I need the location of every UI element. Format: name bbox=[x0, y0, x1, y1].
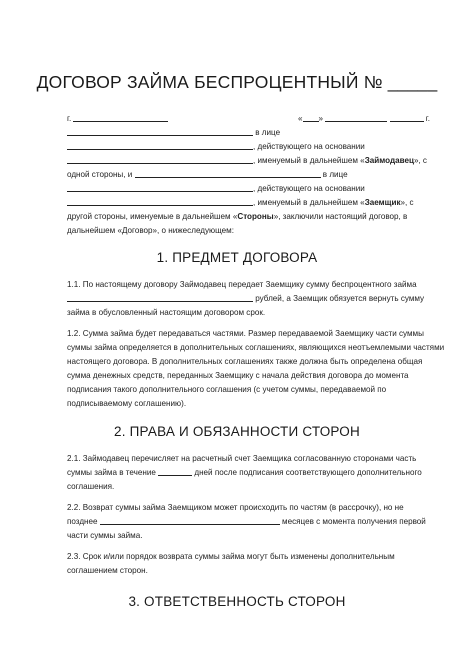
text-concluded: », заключили настоящий договор, в bbox=[273, 212, 408, 221]
parties-term: Стороны bbox=[237, 212, 274, 221]
text-hereinafter-2: , именуемый в дальнейшем « bbox=[253, 198, 365, 207]
clause-2-1-line-2 bbox=[67, 465, 422, 480]
clause-1-2-line-1: 1.2. Сумма займа будет передаваться частями. Размер передаваемой Заемщику части суммы bbox=[67, 329, 424, 338]
city-blank bbox=[73, 112, 168, 122]
preamble-line-7 bbox=[67, 209, 407, 224]
section-2-heading: 2. ПРАВА И ОБЯЗАННОСТИ СТОРОН bbox=[114, 424, 360, 439]
borrower-rep-blank bbox=[67, 182, 253, 192]
preamble-line-8: дальнейшем «Договор», о нижеследующем: bbox=[67, 226, 234, 235]
clause-1-2-line-4: сумма денежных средств, переданных Заемщику с начала действия договора до момента bbox=[67, 371, 409, 380]
clause-2-1-text-b: дней после подписания соответствующего дополнительного bbox=[194, 468, 422, 477]
date-close-quote: » bbox=[318, 114, 324, 123]
text-in-person: в лице bbox=[255, 128, 281, 137]
text-with: », с bbox=[413, 156, 427, 165]
clause-1-2-line-2: суммы займа определяется в дополнительных соглашениях, являющихся неотъемлемыми частями bbox=[67, 343, 445, 352]
months-blank bbox=[100, 515, 280, 525]
clause-2-1-line-3: соглашения. bbox=[67, 482, 115, 491]
city-label: г. bbox=[67, 114, 72, 123]
clause-1-1-line-1: 1.1. По настоящему договору Займодавец передает Заемщику сумму беспроцентного займа bbox=[67, 280, 417, 289]
clause-1-2-line-6: подписываемому соглашению). bbox=[67, 399, 187, 408]
days-blank bbox=[158, 466, 192, 476]
document-title: ДОГОВОР ЗАЙМА БЕСПРОЦЕНТНЫЙ № _____ bbox=[36, 72, 438, 92]
preamble-line-5 bbox=[67, 181, 365, 196]
preamble-line-1 bbox=[67, 125, 280, 140]
text-with-2: », с bbox=[400, 198, 414, 207]
lender-name-blank bbox=[67, 126, 253, 136]
clause-2-1-line-1: 2.1. Займодавец перечисляет на расчетный счет Заемщика согласованную сторонами часть bbox=[67, 454, 417, 463]
month-blank bbox=[325, 112, 387, 122]
lender-rep-blank bbox=[67, 140, 253, 150]
borrower-name-blank bbox=[135, 168, 321, 178]
text-hereinafter: , именуемый в дальнейшем « bbox=[253, 156, 365, 165]
clause-1-1-line-2 bbox=[67, 291, 424, 306]
clause-1-1-text-2: рублей, а Заемщик обязуется вернуть сумму bbox=[255, 294, 425, 303]
preamble-line-3 bbox=[67, 153, 427, 168]
year-label: г. bbox=[425, 114, 430, 123]
text-one-side: одной стороны, и bbox=[67, 170, 133, 179]
clause-1-2-line-5: подписания такого дополнительного соглашения (с учетом суммы, передаваемой по bbox=[67, 385, 387, 394]
section-3-heading: 3. ОТВЕТСТВЕННОСТЬ СТОРОН bbox=[128, 594, 346, 609]
clause-2-2-text-a: позднее bbox=[67, 517, 98, 526]
text-acting-basis-2: , действующего на основании bbox=[253, 184, 365, 193]
preamble-line-2 bbox=[67, 139, 365, 154]
clause-1-1-line-3: займа в обусловленный настоящим договором срок. bbox=[67, 308, 266, 317]
year-blank bbox=[390, 112, 424, 122]
loan-amount-blank bbox=[67, 292, 253, 302]
clause-2-2-text-b: месяцев с момента получения первой bbox=[282, 517, 426, 526]
lender-basis-blank bbox=[67, 154, 253, 164]
date-line bbox=[298, 111, 430, 126]
clause-2-3-line-1: 2.3. Срок и/или порядок возврата суммы займа могут быть изменены дополнительным bbox=[67, 552, 395, 561]
text-in-person-2: в лице bbox=[322, 170, 348, 179]
section-1-heading: 1. ПРЕДМЕТ ДОГОВОРА bbox=[156, 250, 318, 265]
day-blank bbox=[303, 112, 319, 122]
clause-2-3-line-2: соглашением сторон. bbox=[67, 566, 148, 575]
city-line bbox=[67, 111, 168, 126]
preamble-line-6 bbox=[67, 195, 414, 210]
clause-2-2-line-1: 2.2. Возврат суммы займа Заемщиком может происходить по частям (в рассрочку), но не bbox=[67, 503, 404, 512]
lender-term: Займодавец bbox=[364, 156, 414, 165]
borrower-term: Заемщик bbox=[364, 198, 401, 207]
borrower-basis-blank bbox=[67, 196, 253, 206]
preamble-line-4 bbox=[67, 167, 348, 182]
date-open-quote: « bbox=[298, 114, 303, 123]
text-acting-basis: , действующего на основании bbox=[253, 142, 365, 151]
clause-2-1-text-a: суммы займа в течение bbox=[67, 468, 156, 477]
clause-2-2-line-2 bbox=[67, 514, 426, 529]
clause-1-2-line-3: настоящего договора. В дополнительных соглашениях также должна быть определена общая bbox=[67, 357, 423, 366]
text-other-side: другой стороны, именуемые в дальнейшем « bbox=[67, 212, 238, 221]
clause-2-2-line-3: части суммы займа. bbox=[67, 531, 143, 540]
